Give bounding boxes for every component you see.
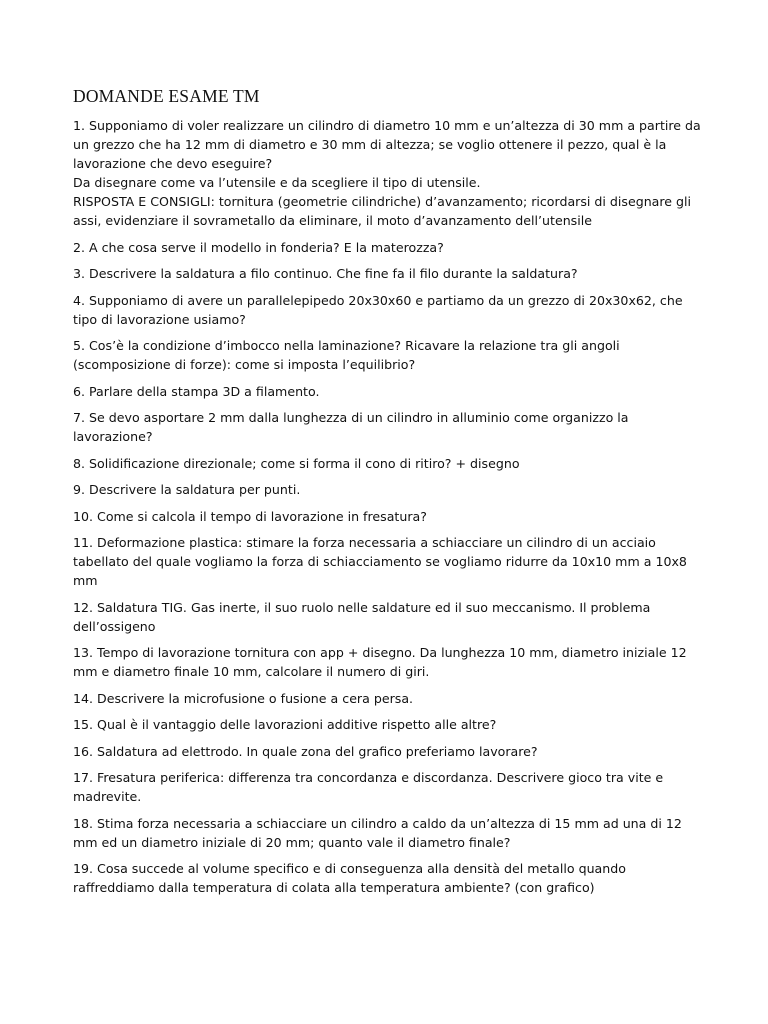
question-text-line: 1. Supponiamo di voler realizzare un cilindro di diametro 10 mm e un’altezza di 30 mm a partire da <box>73 118 701 133</box>
question-text-line: madrevite. <box>73 789 142 804</box>
question-text-line: 9. Descrivere la saldatura per punti. <box>73 482 301 497</box>
question-text-line: lavorazione? <box>73 429 153 444</box>
question-text-line: 12. Saldatura TIG. Gas inerte, il suo ruolo nelle saldature ed il suo meccanismo. Il problema <box>73 599 651 615</box>
question-item <box>73 336 703 374</box>
question-text-line: 10. Come si calcola il tempo di lavorazione in fresatura? <box>73 508 427 524</box>
question-item <box>73 768 703 806</box>
document-title: DOMANDE ESAME TM <box>73 86 260 106</box>
question-item <box>73 598 703 636</box>
question-item <box>73 643 703 681</box>
question-text-line: 6. Parlare della stampa 3D a filamento. <box>73 383 320 399</box>
question-item <box>73 480 703 499</box>
question-text-line: 18. Stima forza necessaria a schiacciare un cilindro a caldo da un’altezza di 15 mm ad una di 12 <box>73 815 682 831</box>
question-text-line: 7. Se devo asportare 2 mm dalla lunghezza di un cilindro in alluminio come organizzo la <box>73 410 629 425</box>
question-text-line: 2. A che cosa serve il modello in fonderia? E la materozza? <box>73 239 444 255</box>
question-text-line: mm e diametro finale 10 mm, calcolare il numero di giri. <box>73 664 430 679</box>
question-item <box>73 533 703 590</box>
question-text-line: 15. Qual è il vantaggio delle lavorazioni additive rispetto alle altre? <box>73 717 497 732</box>
question-text-line: 16. Saldatura ad elettrodo. In quale zona del grafico preferiamo lavorare? <box>73 743 538 759</box>
question-item <box>73 408 703 446</box>
question-item <box>73 814 703 852</box>
question-text-line: 4. Supponiamo di avere un parallelepipedo 20x30x60 e partiamo da un grezzo di 20x30x62, che <box>73 292 683 308</box>
question-text-line: (scomposizione di forze): come si imposta l’equilibrio? <box>73 357 416 372</box>
question-text-line: lavorazione che devo eseguire? <box>73 156 273 171</box>
question-item <box>73 382 703 401</box>
question-text-line: Da disegnare come va l’utensile e da scegliere il tipo di utensile. <box>73 175 481 190</box>
question-item <box>73 116 703 230</box>
question-text-line: RISPOSTA E CONSIGLI: tornitura (geometrie cilindriche) d’avanzamento; ricordarsi di disegnare gli <box>73 194 692 209</box>
question-text-line: 8. Solidificazione direzionale; come si forma il cono di ritiro? + disegno <box>73 455 520 471</box>
question-text-line: un grezzo che ha 12 mm di diametro e 30 mm di altezza; se voglio ottenere il pezzo, qual è la <box>73 137 667 152</box>
question-text-line: mm ed un diametro iniziale di 20 mm; quanto vale il diametro finale? <box>73 834 511 850</box>
question-text-line: 5. Cos’è la condizione d’imbocco nella laminazione? Ricavare la relazione tra gli angoli <box>73 338 620 353</box>
question-text-line: tipo di lavorazione usiamo? <box>73 311 246 327</box>
question-item <box>73 715 703 734</box>
question-item <box>73 859 703 897</box>
question-text-line: 13. Tempo di lavorazione tornitura con app + disegno. Da lunghezza 10 mm, diametro iniziale 12 <box>73 645 687 660</box>
question-text-line: 17. Fresatura periferica: differenza tra concordanza e discordanza. Descrivere gioco tra vite e <box>73 770 664 785</box>
question-text-line: 3. Descrivere la saldatura a filo continuo. Che fine fa il filo durante la saldatura? <box>73 266 578 281</box>
question-text-line: 19. Cosa succede al volume specifico e di conseguenza alla densità del metallo quando <box>73 861 626 876</box>
question-text-line: raffreddiamo dalla temperatura di colata alla temperatura ambiente? (con grafico) <box>73 880 595 895</box>
question-item <box>73 454 703 473</box>
question-item <box>73 238 703 257</box>
question-item <box>73 689 703 708</box>
question-text-line: 14. Descrivere la microfusione o fusione a cera persa. <box>73 690 414 706</box>
question-item <box>73 264 703 283</box>
question-text-line: assi, evidenziare il sovrametallo da eliminare, il moto d’avanzamento dell’utensile <box>73 213 592 228</box>
question-text-line: mm <box>73 573 98 588</box>
question-text-line: 11. Deformazione plastica: stimare la forza necessaria a schiacciare un cilindro di un acciaio <box>73 535 656 550</box>
question-list <box>73 116 703 897</box>
question-item <box>73 507 703 526</box>
question-item <box>73 291 703 329</box>
question-text-line: tabellato del quale vogliamo la forza di schiacciamento se vogliamo ridurre da 10x10 mm a 10x8 <box>73 554 687 569</box>
question-text-line: dell’ossigeno <box>73 618 156 634</box>
document-content <box>73 84 703 905</box>
question-item <box>73 742 703 761</box>
